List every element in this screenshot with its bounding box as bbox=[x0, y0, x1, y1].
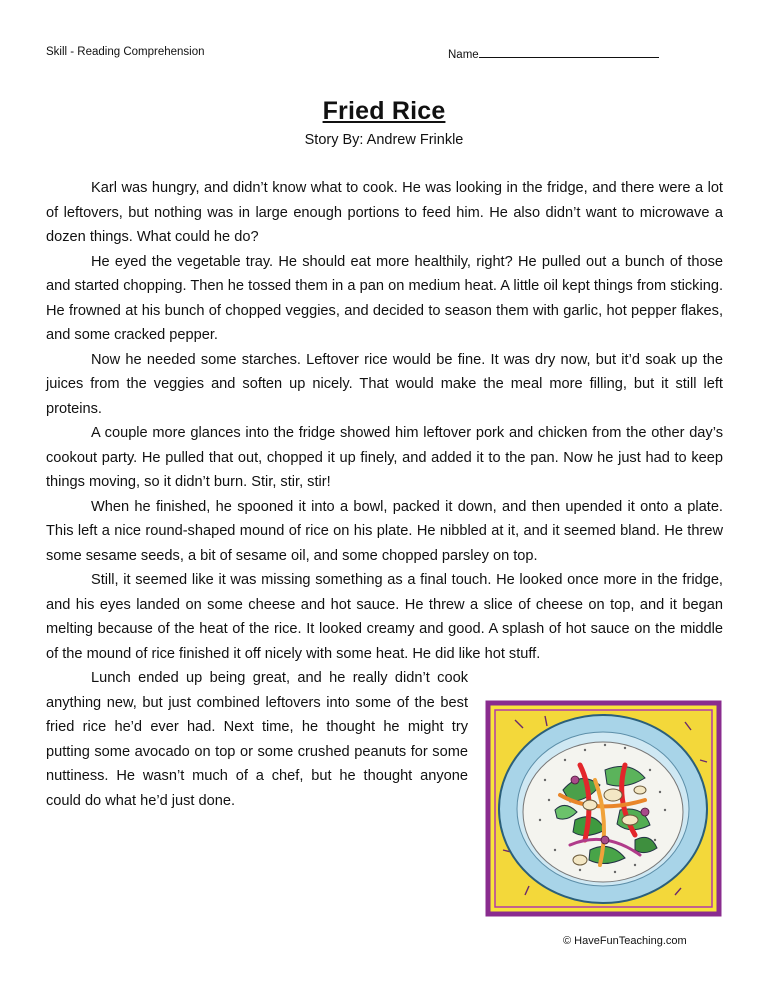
skill-label: Skill - Reading Comprehension bbox=[46, 46, 205, 58]
name-field bbox=[448, 46, 659, 61]
story-author: Story By: Andrew Frinkle bbox=[304, 132, 464, 148]
paragraph-2: He eyed the vegetable tray. He should eat more healthily, right? He pulled out a bunch of those and started chopping. Then he tossed them in a pan on medium heat. A little oil kept things from sticking. He frowned at his bunch of chopped veggies, and decided to season them with garlic, hot pepper flakes, and some cracked pepper. bbox=[46, 253, 723, 343]
paragraph-3: Now he needed some starches. Leftover rice would be fine. It was dry now, but it’d soak up the juices from the veggies and soften up nicely. That would make the meal more filling, but it still left proteins. bbox=[46, 351, 723, 417]
paragraph-4: A couple more glances into the fridge showed him leftover pork and chicken from the other day’s cookout party. He pulled that out, chopped it up finely, and added it to the pan. Now he just had to keep things moving, so it didn’t burn. Stir, stir, stir! bbox=[46, 425, 723, 490]
paragraph-5: When he finished, he spooned it into a bowl, packed it down, and then upended it onto a plate. This left a nice round-shaped mound of rice on his plate. He nibbled at it, and it seemed bland. He threw some sesame seeds, a bit of sesame oil, and some chopped parsley on top. bbox=[46, 498, 723, 564]
story-title: Fried Rice bbox=[322, 97, 446, 125]
paragraph-7: Lunch ended up being great, and he really didn’t cook anything new, but just combined leftovers into some of the best fried rice he’d ever had. Next time, he thought he might try putting some avocado on top or some crushed peanuts for some nuttiness. He wasn’t much of a chef, but he thought anyone could do what he’d just done. bbox=[46, 670, 468, 809]
paragraph-6: Still, it seemed like it was missing something as a final touch. He looked once more in the fridge, and his eyes landed on some cheese and hot sauce. He threw a slice of cheese on top, and it began melting because of the heat of the rice. It looked creamy and good. A splash of hot sauce on the middle of the mound of rice finished it off nicely with some heat. He did like hot stuff. bbox=[46, 572, 723, 662]
name-label: Name bbox=[448, 49, 479, 61]
paragraph-1: Karl was hungry, and didn’t know what to cook. He was looking in the fridge, and there were a lot of leftovers, but nothing was in large enough portions to feed him. He also didn’t want to microwave a dozen things. What could he do? bbox=[46, 180, 723, 245]
fried-rice-illustration bbox=[485, 700, 722, 917]
copyright-footer: © HaveFunTeaching.com bbox=[563, 935, 687, 947]
name-blank-line bbox=[479, 46, 659, 58]
